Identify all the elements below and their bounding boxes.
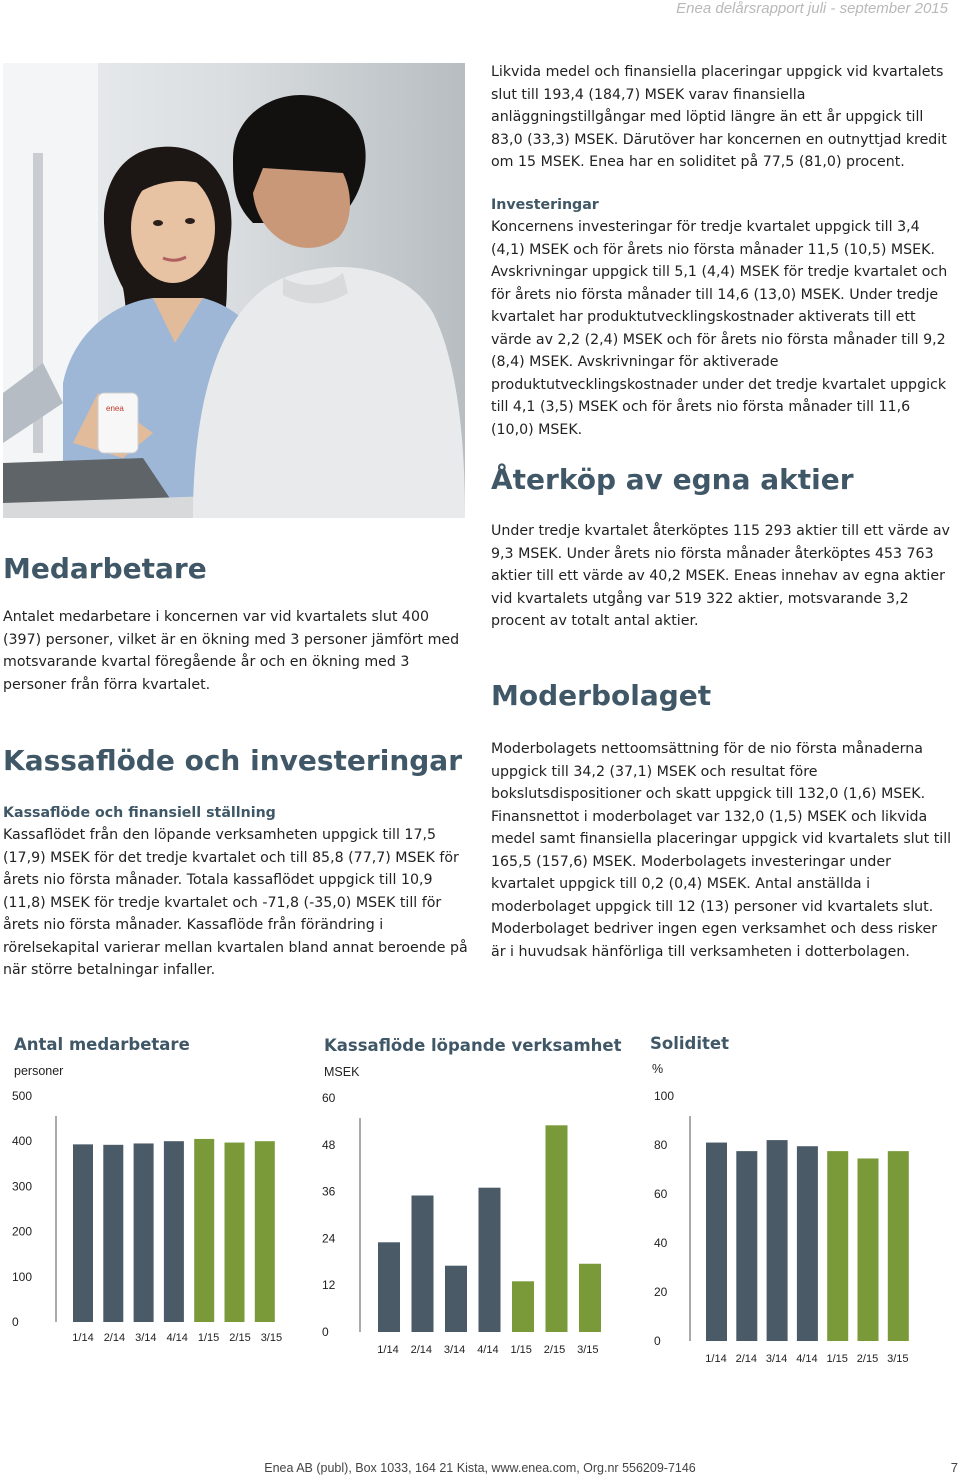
bar-3-14	[445, 1266, 467, 1332]
bar-1-14	[378, 1242, 400, 1332]
cashflow-text: Kassaflödet från den löpande verksamheten uppgick till 17,5 (17,9) MSEK för det tredje kvartalet och till 85,8 (77,7) MSEK för årets nio första månader. Totala kassaflödet uppgick till 10,9 (11,8) MSEK för tredje kvartalet och -71,8 (-35,0) MSEK till för årets nio första månader. Kassaflöde från förändring i rörelsekapital varierar mellan kvartalen bland annat beroende på när större betalningar infaller.	[3, 827, 468, 978]
chart-title: Antal medarbetare	[14, 1035, 190, 1054]
chart-solidity-unit: %	[652, 1062, 664, 1076]
investments-text: Koncernens investeringar för tredje kvartalet uppgick till 3,4 (4,1) MSEK och för årets nio första månader 11,5 (10,5) MSEK. Avskrivningar uppgick till 5,1 (4,4) MSEK för tredje kvartalet och för årets nio första månader till 14,6 (13,0) MSEK. Under tredje kvartalet har produktutvecklingskostnader aktiverats till ett värde av 2,2 (2,4) MSEK och för årets nio första månader till 9,2 (8,4) MSEK. Avskrivningar för aktiverade produktutvecklingskostnader under det tredje kvartalet uppgick till 4,1 (3,5) MSEK och för årets nio första månader till 11,6 (10,0) MSEK.	[491, 219, 948, 438]
x-tick-label: 2/15	[229, 1332, 251, 1344]
chart-employees-title	[14, 1035, 190, 1054]
y-tick-label: 40	[654, 1236, 668, 1250]
cashflow-section	[3, 744, 471, 982]
footer-address: Enea AB (publ), Box 1033, 164 21 Kista, www.enea.com, Org.nr 556209-7146	[264, 1461, 696, 1475]
y-tick-label: 0	[12, 1315, 19, 1329]
bar-4-14	[797, 1146, 818, 1341]
buyback-section	[491, 463, 953, 633]
chart-cashflow-unit: MSEK	[324, 1065, 360, 1079]
y-tick-label: 80	[654, 1138, 668, 1152]
bar-1-15	[827, 1151, 848, 1341]
bar-2-14	[103, 1145, 123, 1322]
y-tick-label: 500	[12, 1089, 33, 1103]
y-tick-label: 36	[322, 1184, 336, 1199]
y-tick-label: 0	[654, 1334, 661, 1348]
employees-text: Antalet medarbetare i koncernen var vid kvartalets slut 400 (397) personer, vilket är en ökning med 3 personer jämfört med motsvarande kvartal föregående år och en ökning med 3 personer från förra kvartalet.	[3, 609, 460, 693]
y-tick-label: 100	[12, 1269, 33, 1284]
x-tick-label: 4/14	[796, 1353, 818, 1365]
y-tick-label: 400	[12, 1134, 33, 1149]
x-tick-label: 3/14	[443, 1344, 466, 1356]
report-header: Enea delårsrapport juli - september 2015	[676, 0, 948, 17]
coffee-cup	[98, 393, 138, 453]
bar-4-14	[164, 1141, 184, 1322]
x-tick-label: 2/14	[410, 1344, 433, 1356]
bar-1-14	[73, 1144, 93, 1322]
x-tick-label: 2/14	[735, 1353, 758, 1365]
x-tick-label: 1/15	[197, 1332, 220, 1344]
chart-employees-unit: personer	[14, 1064, 64, 1078]
parent-section	[491, 679, 953, 963]
x-tick-label: 1/15	[826, 1353, 848, 1365]
bar-2-15	[546, 1125, 568, 1332]
y-tick-label: 20	[654, 1285, 668, 1299]
liquidity-text: Likvida medel och finansiella placeringar uppgick vid kvartalets slut till 193,4 (184,7) MSEK varav finansiella anläggningstillgångar med löptid längre än ett år uppgick till 83,0 (33,3) MSEK. Därutöver har koncernen en outnyttjad kredit om 15 MSEK. Enea har en soliditet på 77,5 (81,0) procent.	[491, 64, 947, 170]
photo-two-colleagues	[3, 63, 465, 518]
employees-section	[3, 552, 468, 696]
parent-heading: Moderbolaget	[491, 679, 712, 712]
y-tick-label: 0	[322, 1325, 329, 1339]
charts-canvas	[0, 1080, 960, 1380]
y-tick-label: 100	[654, 1089, 675, 1103]
y-tick-label: 200	[12, 1224, 33, 1239]
liquidity-paragraph	[491, 61, 951, 174]
bar-3-15	[888, 1151, 909, 1341]
y-tick-label: 12	[322, 1278, 336, 1293]
buyback-heading: Återköp av egna aktier	[491, 463, 854, 496]
chart-title: Kassaflöde löpande verksamhet	[324, 1036, 622, 1055]
x-tick-label: 2/15	[543, 1344, 566, 1356]
investments-heading: Investeringar	[491, 197, 599, 213]
y-tick-label: 300	[12, 1179, 33, 1194]
bar-3-14	[767, 1140, 788, 1341]
x-tick-label: 1/14	[377, 1344, 399, 1356]
bar-2-14	[736, 1151, 757, 1341]
y-tick-label: 60	[654, 1187, 668, 1201]
bar-1-15	[194, 1139, 214, 1322]
bar-3-15	[579, 1264, 601, 1332]
x-tick-label: 2/14	[103, 1332, 126, 1344]
investments-section	[491, 194, 953, 441]
bar-1-14	[706, 1143, 727, 1341]
y-tick-label: 24	[322, 1231, 336, 1246]
chart-solidity-title	[650, 1034, 729, 1053]
x-tick-label: 2/15	[856, 1353, 879, 1365]
cup-logo-text: enea	[106, 404, 124, 413]
x-tick-label: 3/15	[260, 1332, 283, 1344]
chart-cashflow-title	[324, 1036, 621, 1055]
page-number: 7	[950, 1460, 958, 1475]
cashflow-heading: Kassaflöde och investeringar	[3, 744, 463, 777]
buyback-text: Under tredje kvartalet återköptes 115 293 aktier till ett värde av 9,3 MSEK. Under årets nio första månader återköptes 453 763 aktier till ett värde av 40,2 MSEK. Eneas innehav av egna aktier vid kvartalets utgång var 519 322 aktier, motsvarande 3,2 procent av totalt antal aktier.	[491, 523, 950, 629]
parent-text: Moderbolagets nettoomsättning för de nio första månaderna uppgick till 34,2 (37,1) MSEK och resultat före bokslutsdispositioner och skatt uppgick till 132,0 (1,6) MSEK. Finansnettot i moderbolaget var 132,0 (1,5) MSEK och likvida medel samt finansiella placeringar uppgick vid kvartalets slut till 165,5 (157,6) MSEK. Moderbolagets investeringar under kvartalet uppgick till 0,2 (0,4) MSEK. Antal anställda i moderbolaget uppgick till 12 (13) personer vid kvartalets slut. Moderbolaget bedriver ingen egen verksamhet och dess risker är i huvudsak hänförliga till verksamheten i dotterbolagen.	[491, 741, 952, 960]
x-tick-label: 4/14	[477, 1344, 499, 1356]
employees-heading: Medarbetare	[3, 552, 207, 585]
x-tick-label: 3/15	[577, 1344, 599, 1356]
bar-2-15	[858, 1158, 879, 1341]
x-tick-label: 3/15	[887, 1353, 909, 1365]
bar-4-14	[479, 1188, 501, 1332]
bar-3-14	[134, 1143, 154, 1322]
bar-1-15	[512, 1281, 534, 1332]
bar-3-15	[255, 1141, 275, 1322]
x-tick-label: 1/14	[705, 1353, 727, 1365]
y-tick-label: 48	[322, 1137, 336, 1152]
x-tick-label: 3/14	[765, 1353, 788, 1365]
bar-2-15	[225, 1143, 245, 1322]
x-tick-label: 1/15	[510, 1344, 532, 1356]
bar-2-14	[412, 1196, 434, 1333]
y-tick-label: 60	[322, 1091, 336, 1105]
cashflow-subheading: Kassaflöde och finansiell ställning	[3, 805, 276, 821]
x-tick-label: 3/14	[135, 1332, 157, 1344]
x-tick-label: 4/14	[166, 1332, 188, 1344]
chart-title: Soliditet	[650, 1034, 729, 1053]
x-tick-label: 1/14	[72, 1332, 94, 1344]
